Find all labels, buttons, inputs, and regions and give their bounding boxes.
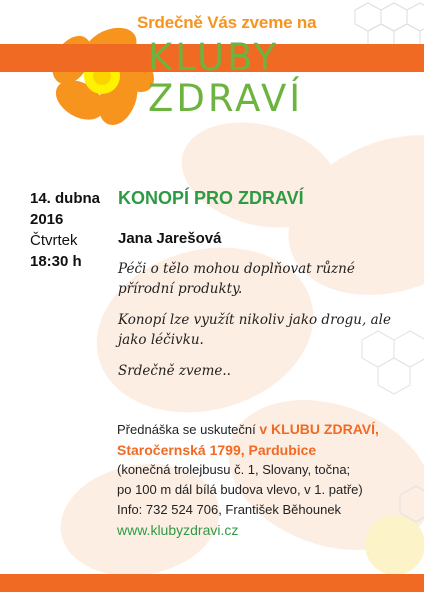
- event-datetime: [30, 188, 100, 272]
- venue-line-1: [117, 419, 417, 440]
- venue-info: [117, 419, 417, 540]
- venue-contact: Info: 732 524 706, František Běhounek: [117, 502, 342, 517]
- venue-address: Staročernská 1799, Pardubice: [117, 442, 317, 458]
- venue-directions-1: (konečná trolejbusu č. 1, Slovany, točna;: [117, 462, 351, 477]
- event-speaker: Jana Jarešová: [118, 230, 222, 247]
- event-title: KONOPÍ PRO ZDRAVÍ: [118, 188, 304, 208]
- event-description-1: Péči o tělo mohou doplňovat různé přírodní produkty.: [118, 261, 355, 297]
- event-time: 18:30 h: [30, 253, 82, 270]
- brand-name-line-2: ZDRAVÍ: [148, 77, 304, 120]
- event-description-2: Konopí lze využít nikoliv jako drogu, ale jako léčivku.: [118, 312, 391, 348]
- footer-orange-bar: [0, 574, 424, 592]
- venue-intro: Přednáška se uskuteční: [117, 422, 260, 437]
- event-date: 14. dubna: [30, 190, 101, 207]
- event-description-3: Srdečně zveme..: [118, 363, 231, 379]
- event-year: 2016: [30, 211, 64, 228]
- venue-directions-2: po 100 m dál bílá budova vlevo, v 1. patře): [117, 482, 363, 497]
- venue-place: v KLUBU ZDRAVÍ,: [259, 421, 379, 437]
- invite-text: Srdečně Vás zveme na: [137, 13, 317, 32]
- brand-name-line-1: KLUBY: [148, 36, 280, 79]
- website-link[interactable]: www.klubyzdravi.cz: [117, 522, 239, 538]
- event-details: [118, 188, 408, 392]
- logo-flower-icon: [44, 20, 162, 131]
- event-weekday: Čtvrtek: [30, 232, 78, 249]
